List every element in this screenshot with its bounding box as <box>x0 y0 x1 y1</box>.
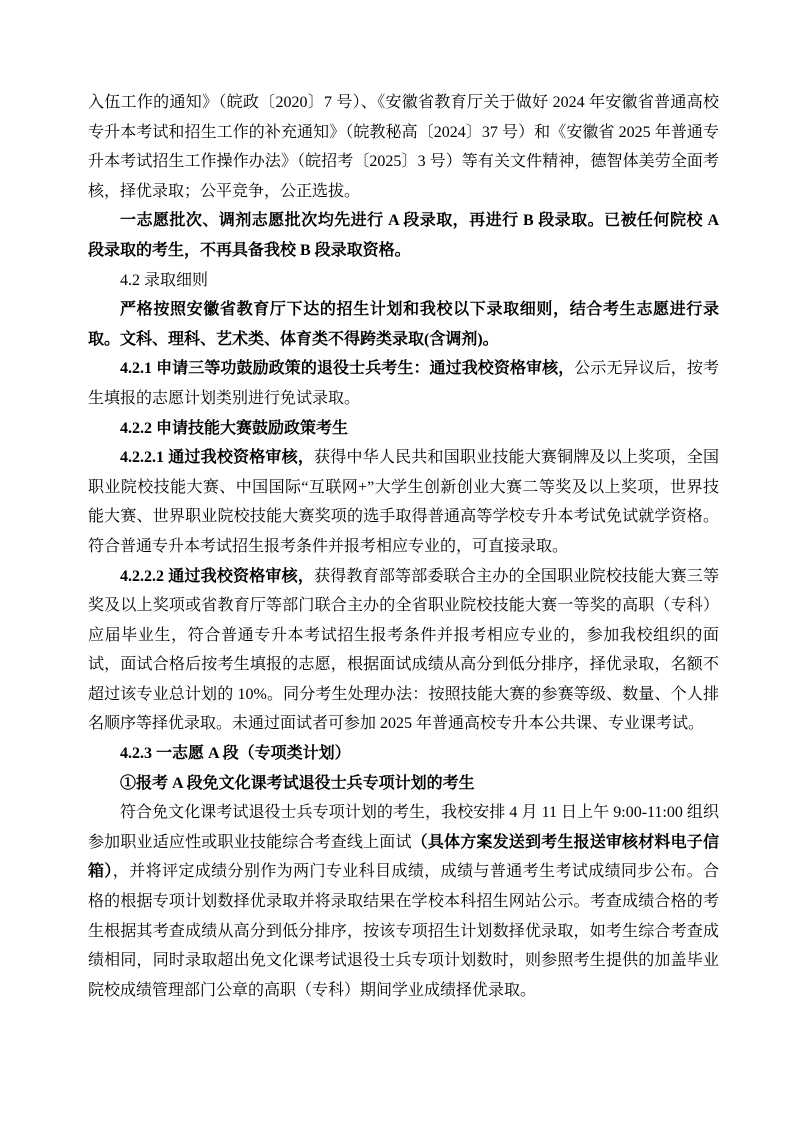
text-run: 获得中华人民共和国职业技能大赛铜牌及以上奖项，全国职业院校技能大赛、中国国际“互联网+”大学生创新创业大赛二等奖及以上奖项，世界技能大赛、世界职业院校技能大赛奖项的选手取得普通高等学校专升本考试免试就学资格。符合普通专升本考试招生报考条件并报考相应专业的，可直接录取。 <box>88 449 719 555</box>
paragraph <box>88 443 719 561</box>
text-run: 符合免文化课考试退役士兵专项计划的考生，我校安排 4 月 11 日上午 9:00-11:00 组织参加职业适应性或职业技能综合考查线上面试 <box>88 804 719 851</box>
bold-text-run: 一志愿批次、调剂志愿批次均先进行 A 段录取，再进行 B 段录取。已被任何院校 A 段录取的考生，不再具备我校 B 段录取资格。 <box>88 212 719 259</box>
paragraph <box>88 798 719 1005</box>
paragraph <box>88 769 719 799</box>
text-run: 公示无异议后，按考生填报的志愿计划类别进行免试录取。 <box>88 360 719 407</box>
text-run: 获得教育部等部委联合主办的全国职业院校技能大赛三等奖及以上奖项或省教育厅等部门联合主办的全省职业院校技能大赛一等奖的高职（专科）应届毕业生，符合普通专升本考试招生报考条件并报考相应专业的，参加我校组织的面试，面试合格后按考生填报的志愿，根据面试成绩从高分到低分排序，择优录取，名额不超过该专业总计划的 10%。同分考生处理办法：按照技能大赛的参赛等级、数量、个人排名顺序等择优录取。未通过面试者可参加 2025 年普通高校专升本公共课、专业课考试。 <box>88 567 719 733</box>
bold-text-run: 4.2.2.2 通过我校资格审核， <box>120 567 315 585</box>
text-run: ，并将评定成绩分别作为两门专业科目成绩，成绩与普通考生考试成绩同步公布。合格的根据专项计划数择优录取并将录取结果在学校本科招生网站公示。考查成绩合格的考生根据其考查成绩从高分到低分排序，按该专项招生计划数择优录取，如考生综合考查成绩相同，同时录取超出免文化课考试退役士兵专项计划数时，则参照考生提供的加盖毕业院校成绩管理部门公章的高职（专科）期间学业成绩择优录取。 <box>88 863 719 999</box>
bold-text-run: 严格按照安徽省教育厅下达的招生计划和我校以下录取细则，结合考生志愿进行录取。文科、理科、艺术类、体育类不得跨类录取(含调剂)。 <box>88 301 719 348</box>
bold-text-run: （具体方案发送到考生报送审核材料电子信箱） <box>88 833 719 881</box>
document-content <box>88 88 719 1005</box>
bold-text-run: 4.2.1 申请三等功鼓励政策的退役士兵考生：通过我校资格审核， <box>120 360 575 378</box>
paragraph <box>88 354 719 413</box>
bold-text-run: ①报考 A 段免文化课考试退役士兵专项计划的考生 <box>120 774 475 792</box>
bold-text-run: 4.2.2.1 通过我校资格审核， <box>120 449 315 467</box>
bold-text-run: 4.2.3 一志愿 A 段（专项类计划） <box>120 745 351 763</box>
paragraph <box>88 266 719 296</box>
text-run: 入伍工作的通知》（皖政〔2020〕7 号）、《安徽省教育厅关于做好 2024 年安徽省普通高校专升本考试和招生工作的补充通知》（皖教秘高〔2024〕37 号）和《安徽省 2025 年普通专升本考试招生工作操作办法》（皖招考〔2025〕3 号）等有关文件精神，德智体美劳全面考核，择优录取；公平竞争，公正选拔。 <box>88 94 719 200</box>
paragraph <box>88 206 719 265</box>
paragraph <box>88 414 719 444</box>
paragraph <box>88 295 719 354</box>
bold-text-run: 4.2.2 申请技能大赛鼓励政策考生 <box>120 419 349 437</box>
paragraph <box>88 739 719 769</box>
text-run: 4.2 录取细则 <box>120 271 209 289</box>
paragraph <box>88 562 719 740</box>
paragraph <box>88 88 719 206</box>
